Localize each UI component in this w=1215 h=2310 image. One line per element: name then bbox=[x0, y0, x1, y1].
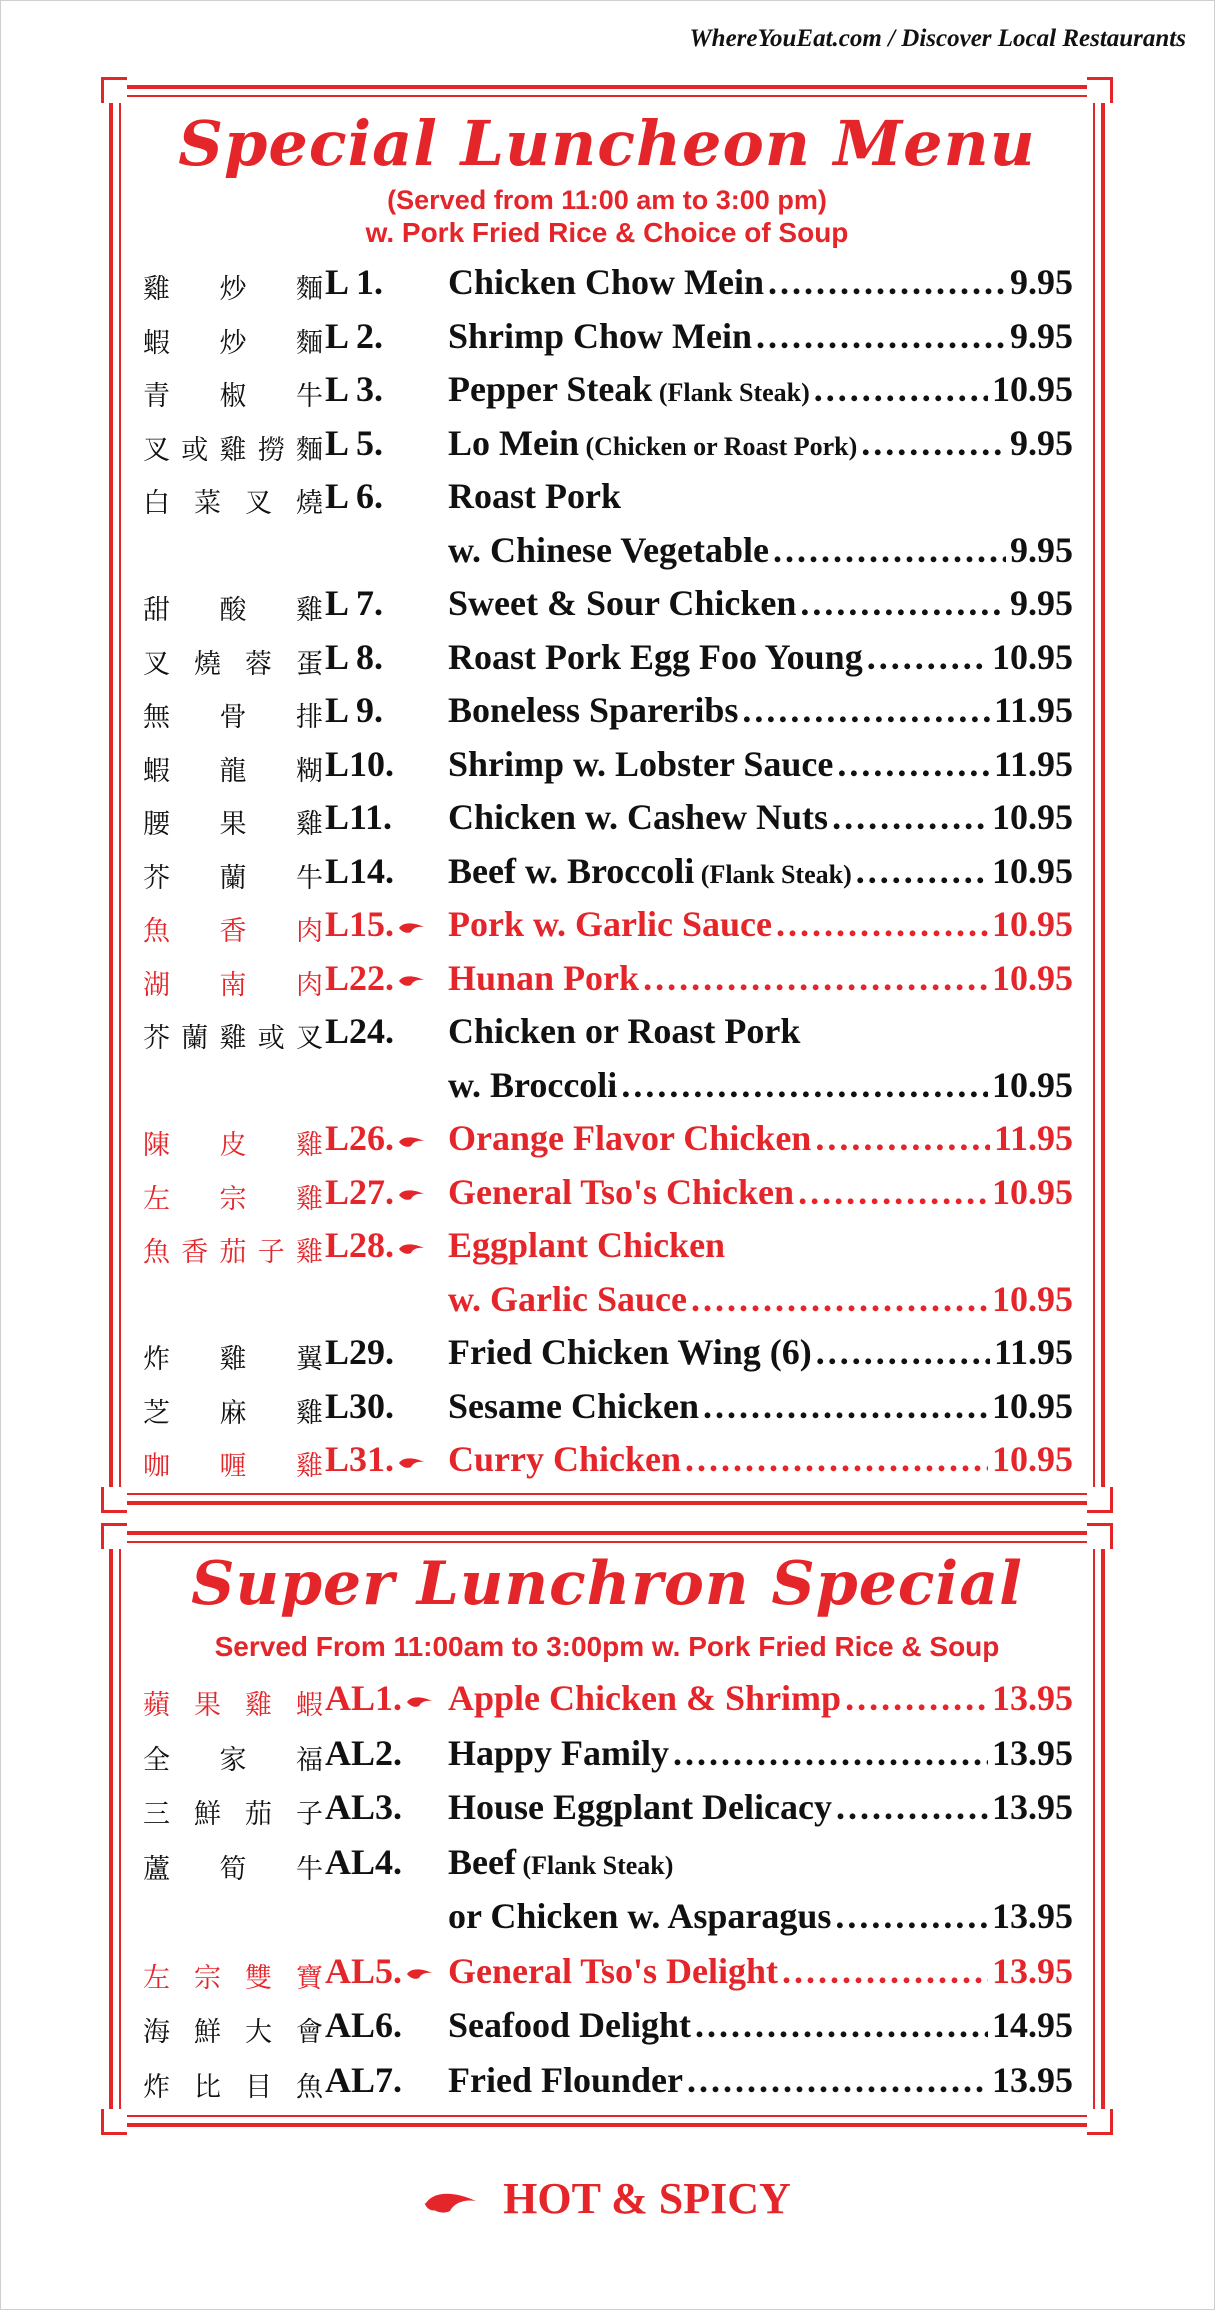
dot-leader bbox=[845, 1677, 988, 1719]
item-name-line-2 bbox=[448, 529, 1073, 571]
item-code-text: L 8. bbox=[325, 636, 384, 677]
item-name-continued: w. Broccoli bbox=[448, 1064, 618, 1105]
item-code-text: L 7. bbox=[325, 583, 384, 623]
item-note: (Flank Steak) bbox=[515, 1850, 674, 1880]
item-code bbox=[325, 1950, 445, 1992]
super-luncheon-box bbox=[109, 1531, 1105, 2127]
item-name-line bbox=[448, 903, 1073, 945]
item-name: Chicken w. Cashew Nuts bbox=[448, 797, 829, 837]
item-code-text: L14. bbox=[325, 850, 395, 891]
dot-leader bbox=[776, 903, 988, 945]
chinese-name: 魚香肉 bbox=[143, 916, 323, 947]
chinese-name: 炸雞翼 bbox=[143, 1344, 323, 1375]
item-name: House Eggplant Delicacy bbox=[448, 1787, 832, 1827]
item-name: Curry Chicken bbox=[448, 1439, 681, 1479]
section1-subtitle-includes: w. Pork Fried Rice & Choice of Soup bbox=[365, 217, 849, 248]
chinese-name: 左宗雙寶 bbox=[143, 1962, 323, 1994]
menu-item-row bbox=[143, 1436, 1073, 1488]
item-name: Beef bbox=[448, 1841, 516, 1882]
item-name-line bbox=[448, 422, 1073, 464]
item-code bbox=[325, 368, 445, 410]
menu-item-row-continued bbox=[143, 527, 1073, 579]
menu-item-row bbox=[143, 1948, 1073, 2000]
menu-item-row bbox=[143, 2057, 1073, 2109]
menu-item-row bbox=[143, 1675, 1073, 1727]
item-code-text: L 2. bbox=[325, 315, 384, 356]
item-price: 11.95 bbox=[993, 1118, 1073, 1158]
dot-leader bbox=[867, 636, 988, 678]
item-name: Happy Family bbox=[448, 1732, 670, 1773]
section1-title: Special Luncheon Menu bbox=[178, 107, 1036, 180]
menu-item-row bbox=[143, 1115, 1073, 1167]
menu-item-row bbox=[143, 259, 1073, 311]
item-name-line bbox=[448, 850, 1073, 892]
dot-leader bbox=[768, 261, 1006, 303]
item-name-line bbox=[448, 957, 1073, 999]
item-code-text: L 3. bbox=[325, 369, 384, 409]
item-name: Orange Flavor Chicken bbox=[448, 1118, 812, 1158]
section2-title: Super Lunchron Special bbox=[191, 1549, 1023, 1619]
chili-pepper-icon bbox=[406, 1967, 434, 1981]
item-price: 13.95 bbox=[992, 2059, 1073, 2100]
chinese-name: 甜酸雞 bbox=[143, 595, 323, 626]
chinese-name: 無骨排 bbox=[143, 702, 323, 733]
item-code-text: L15. bbox=[325, 904, 395, 944]
item-code-text: L10. bbox=[325, 743, 395, 784]
menu-item-row-continued bbox=[143, 1062, 1073, 1114]
item-code bbox=[325, 1224, 445, 1266]
item-code-text: AL2. bbox=[325, 1732, 403, 1773]
item-code bbox=[325, 903, 445, 945]
item-name-continued: w. Garlic Sauce bbox=[448, 1278, 687, 1319]
item-name: Seafood Delight bbox=[448, 2005, 691, 2045]
dot-leader bbox=[643, 957, 988, 999]
item-name-continued: w. Chinese Vegetable bbox=[448, 529, 770, 570]
chili-pepper-icon bbox=[398, 1135, 426, 1149]
item-name: Fried Chicken Wing (6) bbox=[448, 1332, 812, 1372]
item-name-line bbox=[448, 636, 1073, 678]
item-name-line bbox=[448, 582, 1073, 624]
menu-item-row bbox=[143, 420, 1073, 472]
dot-leader bbox=[832, 796, 988, 838]
dot-leader bbox=[800, 582, 1006, 624]
item-name: Shrimp Chow Mein bbox=[448, 315, 753, 356]
section1-subtitle-hours: (Served from 11:00 am to 3:00 pm) bbox=[387, 185, 827, 215]
chinese-name: 炸比目魚 bbox=[143, 2071, 323, 2103]
menu-item-row bbox=[143, 1008, 1073, 1060]
item-name: Pepper Steak bbox=[448, 369, 653, 409]
item-code-text: L 1. bbox=[325, 262, 384, 302]
menu-item-row bbox=[143, 313, 1073, 365]
item-note: (Flank Steak) bbox=[652, 378, 810, 407]
item-name-line bbox=[448, 1732, 1073, 1774]
item-price: 10.95 bbox=[992, 636, 1073, 677]
chinese-name: 蘆筍牛 bbox=[143, 1853, 323, 1885]
item-code-text: AL5. bbox=[325, 1950, 403, 1991]
item-code-text: L30. bbox=[325, 1385, 395, 1426]
item-code bbox=[325, 1171, 445, 1213]
item-code-text: AL6. bbox=[325, 2005, 403, 2045]
item-name-line bbox=[448, 2059, 1073, 2101]
item-code bbox=[325, 1732, 445, 1774]
item-name: Boneless Spareribs bbox=[448, 690, 739, 730]
item-code bbox=[325, 422, 445, 464]
item-name-line bbox=[448, 1385, 1073, 1427]
menu-item-row bbox=[143, 741, 1073, 793]
chinese-name: 陳皮雞 bbox=[143, 1130, 323, 1161]
chili-pepper-icon bbox=[406, 1695, 434, 1709]
chinese-name: 蝦炒麵 bbox=[143, 327, 323, 359]
item-code-text: L 9. bbox=[325, 690, 384, 730]
item-code bbox=[325, 796, 445, 838]
chinese-name: 芥蘭雞或叉 bbox=[143, 1023, 323, 1054]
dot-leader bbox=[685, 1438, 988, 1480]
item-name-line-2 bbox=[448, 1895, 1073, 1937]
item-code-text: L 5. bbox=[325, 422, 384, 463]
item-name: Apple Chicken & Shrimp bbox=[448, 1678, 842, 1718]
hot-spicy-legend bbox=[1, 2173, 1214, 2224]
item-code bbox=[325, 1010, 445, 1052]
chili-pepper-icon bbox=[398, 974, 426, 988]
hot-spicy-label: HOT & SPICY bbox=[503, 2174, 791, 2223]
menu-item-row bbox=[143, 1839, 1073, 1891]
chinese-name: 叉燒蓉蛋 bbox=[143, 648, 323, 680]
section2-items bbox=[143, 1675, 1073, 2115]
item-name: Beef w. Broccoli bbox=[448, 850, 695, 891]
item-name: Pork w. Garlic Sauce bbox=[448, 904, 772, 944]
item-code-text: L31. bbox=[325, 1439, 395, 1479]
item-name-line bbox=[448, 689, 1073, 731]
item-code-text: L28. bbox=[325, 1225, 395, 1265]
item-name: Shrimp w. Lobster Sauce bbox=[448, 743, 834, 784]
chili-pepper-icon bbox=[398, 1456, 426, 1470]
menu-item-row bbox=[143, 473, 1073, 525]
item-price: 10.95 bbox=[992, 797, 1073, 837]
dot-leader bbox=[782, 1950, 988, 1992]
menu-item-row bbox=[143, 901, 1073, 953]
menu-item-row bbox=[143, 1169, 1073, 1221]
item-name: Eggplant Chicken bbox=[448, 1225, 726, 1265]
item-code bbox=[325, 261, 445, 303]
dot-leader bbox=[814, 368, 988, 410]
item-price: 11.95 bbox=[993, 743, 1073, 784]
chinese-name: 蘋果雞蝦 bbox=[143, 1690, 323, 1721]
item-code bbox=[325, 315, 445, 357]
item-note: (Chicken or Roast Pork) bbox=[579, 431, 858, 461]
chinese-name: 芥蘭牛 bbox=[143, 862, 323, 894]
item-price: 10.95 bbox=[992, 1439, 1073, 1479]
item-name-line-2 bbox=[448, 1278, 1073, 1320]
chinese-name: 芝麻雞 bbox=[143, 1397, 323, 1429]
dot-leader bbox=[687, 2059, 988, 2101]
item-name: Chicken Chow Mein bbox=[448, 262, 765, 302]
dot-leader bbox=[673, 1732, 988, 1774]
chinese-name: 叉或雞撈麵 bbox=[143, 434, 323, 466]
item-code bbox=[325, 1117, 445, 1159]
item-name: Fried Flounder bbox=[448, 2059, 683, 2100]
menu-item-row bbox=[143, 1222, 1073, 1274]
item-code bbox=[325, 743, 445, 785]
item-price: 10.95 bbox=[992, 369, 1073, 409]
special-luncheon-box bbox=[109, 85, 1105, 1505]
menu-item-row bbox=[143, 955, 1073, 1007]
item-code bbox=[325, 1786, 445, 1828]
item-name-line bbox=[448, 368, 1073, 410]
menu-item-row bbox=[143, 580, 1073, 632]
item-price: 10.95 bbox=[992, 1278, 1073, 1319]
dot-leader bbox=[756, 315, 1006, 357]
menu-item-row bbox=[143, 848, 1073, 900]
item-name-line bbox=[448, 1117, 1073, 1159]
item-name-line bbox=[448, 1224, 1073, 1266]
chili-pepper-icon bbox=[398, 1188, 426, 1202]
item-price: 11.95 bbox=[993, 1332, 1073, 1372]
item-name-continued: or Chicken w. Asparagus bbox=[448, 1896, 832, 1936]
item-price: 9.95 bbox=[1010, 262, 1073, 302]
item-name-line bbox=[448, 2004, 1073, 2046]
dot-leader bbox=[835, 1895, 988, 1937]
dot-leader bbox=[816, 1331, 990, 1373]
dot-leader bbox=[856, 850, 988, 892]
site-header: WhereYouEat.com / Discover Local Restaurants bbox=[689, 25, 1186, 52]
item-name-line bbox=[448, 1438, 1073, 1480]
dot-leader bbox=[703, 1385, 988, 1427]
item-code bbox=[325, 957, 445, 999]
chinese-name: 白菜叉燒 bbox=[143, 488, 323, 519]
item-code-text: L27. bbox=[325, 1171, 395, 1212]
item-code-text: L22. bbox=[325, 957, 395, 998]
chili-pepper-icon bbox=[398, 921, 426, 935]
item-code-text: L11. bbox=[325, 797, 393, 837]
item-code-text: AL7. bbox=[325, 2059, 403, 2100]
menu-item-row-continued bbox=[143, 1893, 1073, 1945]
dot-leader bbox=[836, 1786, 988, 1828]
chinese-name: 雞炒麵 bbox=[143, 274, 323, 305]
menu-item-row bbox=[143, 634, 1073, 686]
item-name: General Tso's Delight bbox=[448, 1950, 779, 1991]
item-name: Hunan Pork bbox=[448, 957, 640, 998]
item-price: 10.95 bbox=[992, 904, 1073, 944]
chinese-name: 海鮮大會 bbox=[143, 2017, 323, 2048]
dot-leader bbox=[837, 743, 990, 785]
section1-items bbox=[143, 259, 1073, 1499]
item-code bbox=[325, 636, 445, 678]
dot-leader bbox=[695, 2004, 988, 2046]
menu-item-row bbox=[143, 794, 1073, 846]
item-code-text: L24. bbox=[325, 1011, 395, 1051]
item-name-line bbox=[448, 1786, 1073, 1828]
item-price: 9.95 bbox=[1010, 529, 1073, 570]
item-name-line bbox=[448, 743, 1073, 785]
item-price: 14.95 bbox=[992, 2005, 1073, 2045]
item-code bbox=[325, 850, 445, 892]
chinese-name: 青椒牛 bbox=[143, 381, 323, 412]
item-code bbox=[325, 689, 445, 731]
dot-leader bbox=[798, 1171, 988, 1213]
item-name-line bbox=[448, 261, 1073, 303]
item-price: 13.95 bbox=[992, 1896, 1073, 1936]
item-code bbox=[325, 1385, 445, 1427]
item-name: General Tso's Chicken bbox=[448, 1171, 795, 1212]
menu-item-row bbox=[143, 366, 1073, 418]
item-code bbox=[325, 475, 445, 517]
chinese-name: 蝦龍糊 bbox=[143, 755, 323, 787]
item-price: 13.95 bbox=[992, 1787, 1073, 1827]
item-price: 9.95 bbox=[1010, 315, 1073, 356]
item-name-line bbox=[448, 315, 1073, 357]
dot-leader bbox=[691, 1278, 988, 1320]
menu-item-row bbox=[143, 1329, 1073, 1381]
chinese-name: 魚香茄子雞 bbox=[143, 1237, 323, 1268]
menu-item-row bbox=[143, 687, 1073, 739]
item-price: 9.95 bbox=[1010, 422, 1073, 463]
item-code-text: L29. bbox=[325, 1332, 395, 1372]
item-name-line bbox=[448, 1331, 1073, 1373]
item-name: Chicken or Roast Pork bbox=[448, 1011, 801, 1051]
item-name-line bbox=[448, 475, 1073, 517]
dot-leader bbox=[621, 1064, 988, 1106]
item-price: 10.95 bbox=[992, 1064, 1073, 1105]
item-name-line bbox=[448, 1841, 1073, 1883]
item-price: 13.95 bbox=[992, 1732, 1073, 1773]
item-name-line-2 bbox=[448, 1064, 1073, 1106]
dot-leader bbox=[861, 422, 1006, 464]
item-name: Lo Mein bbox=[448, 422, 579, 463]
chinese-name: 腰果雞 bbox=[143, 809, 323, 840]
item-code bbox=[325, 2004, 445, 2046]
item-code bbox=[325, 2059, 445, 2101]
item-name: Roast Pork bbox=[448, 476, 621, 516]
item-name-line bbox=[448, 1171, 1073, 1213]
dot-leader bbox=[742, 689, 990, 731]
item-code bbox=[325, 582, 445, 624]
chili-pepper-icon bbox=[398, 1242, 426, 1256]
item-name-line bbox=[448, 1950, 1073, 1992]
chinese-name: 全家福 bbox=[143, 1744, 323, 1776]
item-code-text: AL3. bbox=[325, 1787, 403, 1827]
menu-item-row bbox=[143, 1730, 1073, 1782]
item-price: 10.95 bbox=[992, 850, 1073, 891]
item-price: 10.95 bbox=[992, 957, 1073, 998]
item-price: 11.95 bbox=[993, 690, 1073, 730]
chili-pepper-icon bbox=[424, 2189, 480, 2217]
item-price: 9.95 bbox=[1010, 583, 1073, 623]
item-code bbox=[325, 1331, 445, 1373]
menu-item-row bbox=[143, 2002, 1073, 2054]
item-name: Sweet & Sour Chicken bbox=[448, 583, 797, 623]
item-code-text: L26. bbox=[325, 1118, 395, 1158]
item-price: 13.95 bbox=[992, 1678, 1073, 1718]
item-name: Sesame Chicken bbox=[448, 1385, 699, 1426]
menu-item-row bbox=[143, 1383, 1073, 1435]
item-code bbox=[325, 1677, 445, 1719]
chinese-name: 左宗雞 bbox=[143, 1183, 323, 1215]
item-note: (Flank Steak) bbox=[694, 859, 852, 889]
dot-leader bbox=[773, 529, 1006, 571]
item-name-line bbox=[448, 1677, 1073, 1719]
chinese-name: 三鮮茄子 bbox=[143, 1799, 323, 1830]
item-code bbox=[325, 1438, 445, 1480]
section2-subtitle: Served From 11:00am to 3:00pm w. Pork Fried Rice & Soup bbox=[214, 1631, 1000, 1662]
item-price: 10.95 bbox=[992, 1385, 1073, 1426]
item-price: 13.95 bbox=[992, 1950, 1073, 1991]
item-name: Roast Pork Egg Foo Young bbox=[448, 636, 863, 677]
item-price: 10.95 bbox=[992, 1171, 1073, 1212]
item-name-line bbox=[448, 1010, 1073, 1052]
chinese-name: 咖喱雞 bbox=[143, 1451, 323, 1482]
menu-item-row bbox=[143, 1784, 1073, 1836]
chinese-name: 湖南肉 bbox=[143, 969, 323, 1001]
item-code bbox=[325, 1841, 445, 1883]
item-code-text: AL1. bbox=[325, 1678, 403, 1718]
menu-item-row-continued bbox=[143, 1276, 1073, 1328]
item-code-text: L 6. bbox=[325, 476, 384, 516]
dot-leader bbox=[815, 1117, 990, 1159]
item-code-text: AL4. bbox=[325, 1841, 403, 1882]
item-name-line bbox=[448, 796, 1073, 838]
